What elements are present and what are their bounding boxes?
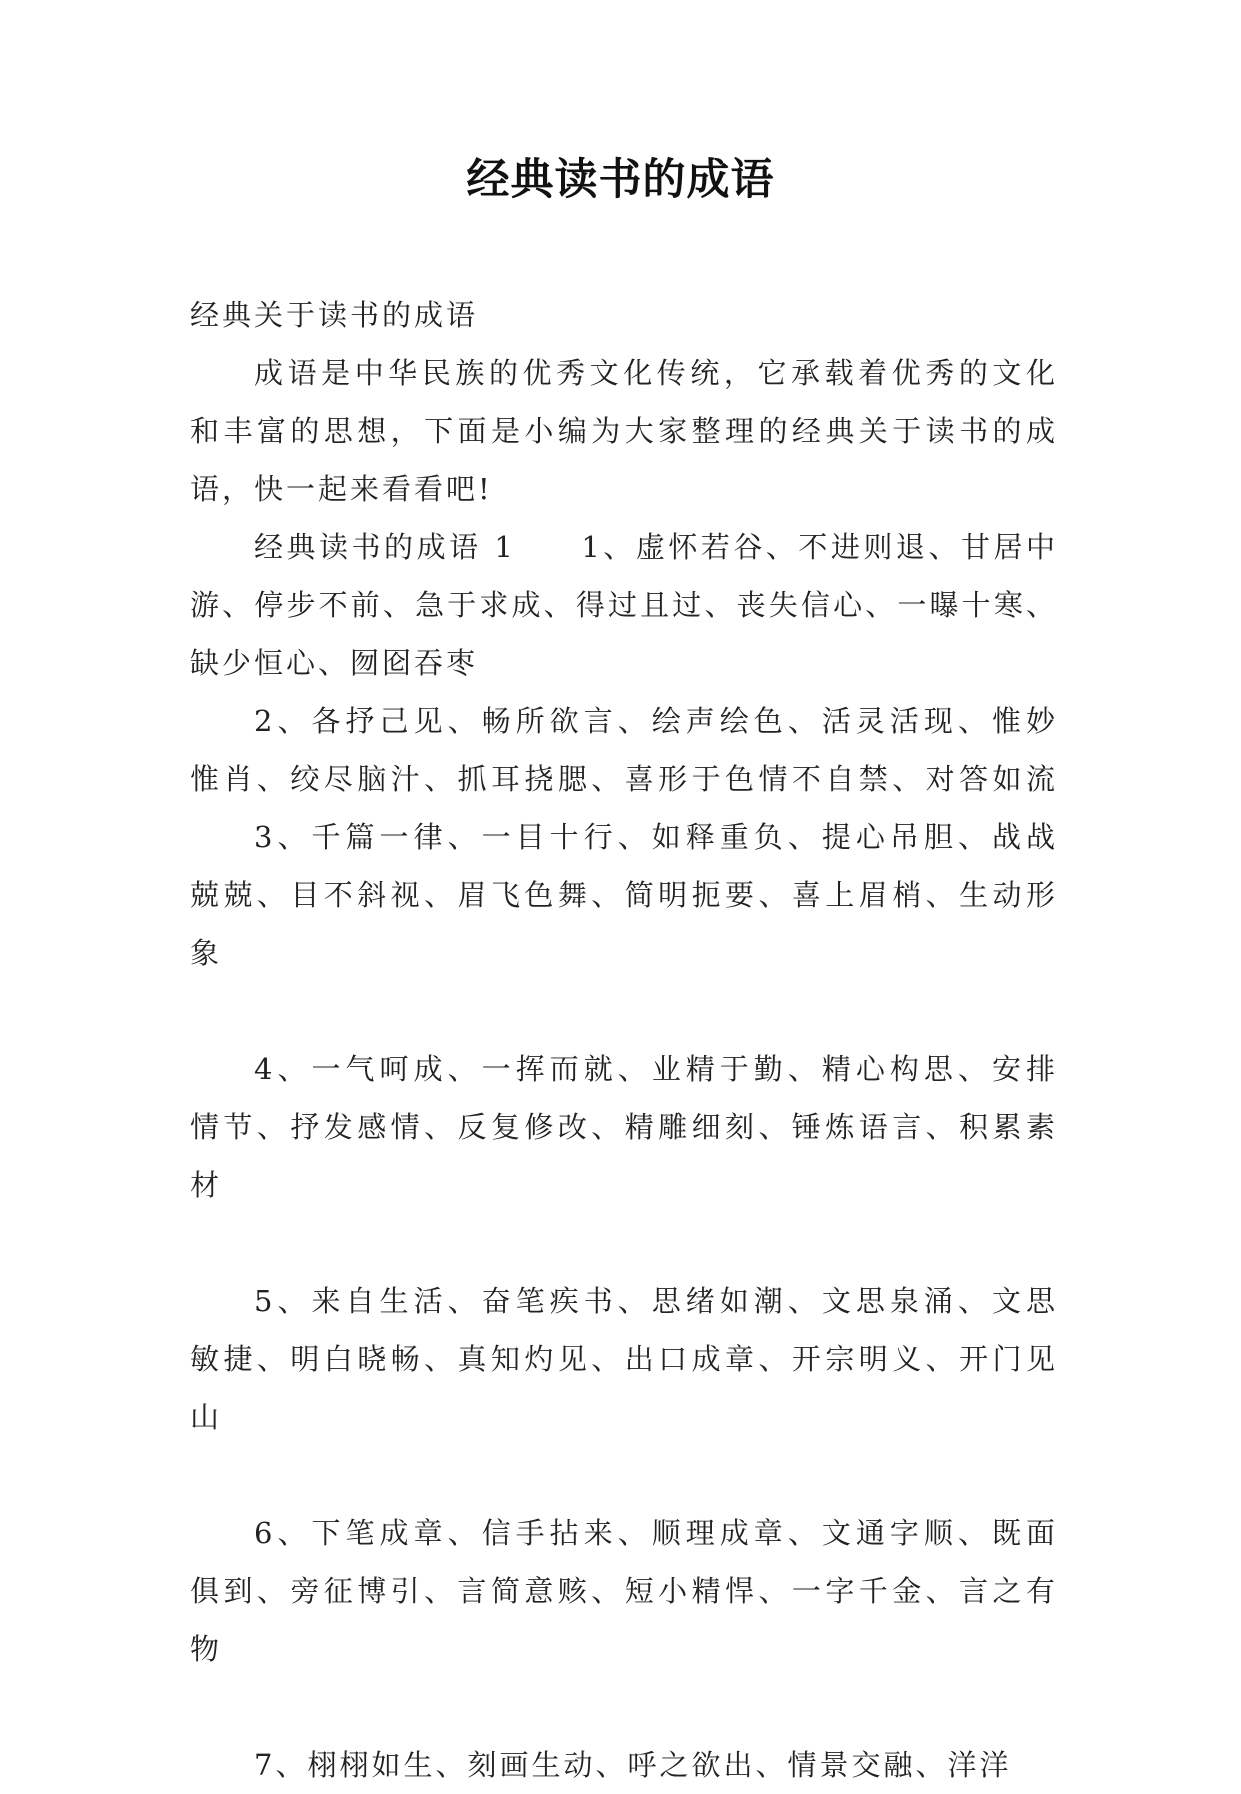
paragraph-item-2 (190, 692, 1058, 808)
paragraph-item-3 (190, 808, 1058, 982)
paragraph-item-5 (190, 1272, 1058, 1446)
text-line: 情节、抒发感情、反复修改、精雕细刻、锤炼语言、积累素 (190, 1110, 1058, 1144)
text-line: 语，快一起来看看吧! (190, 472, 493, 506)
text-line: 2、各抒己见、畅所欲言、绘声绘色、活灵活现、惟妙 (254, 704, 1058, 738)
text-line: 3、千篇一律、一目十行、如释重负、提心吊胆、战战 (254, 820, 1058, 854)
text-line: 敏捷、明白晓畅、真知灼见、出口成章、开宗明义、开门见 (190, 1342, 1058, 1376)
text-line: 7、栩栩如生、刻画生动、呼之欲出、情景交融、洋洋 (254, 1748, 1012, 1782)
paragraph-subtitle (190, 286, 1058, 344)
text-line: 物 (190, 1632, 223, 1666)
paragraph-intro (190, 344, 1058, 518)
paragraph-spacer (190, 1446, 1058, 1504)
paragraph-item-7 (190, 1736, 1058, 1794)
text-line: 俱到、旁征博引、言简意赅、短小精悍、一字千金、言之有 (190, 1574, 1058, 1608)
paragraph-spacer (190, 1214, 1058, 1272)
text-line: 象 (190, 936, 223, 970)
text-line: 经典读书的成语 1 1、虚怀若谷、不进则退、甘居中 (254, 530, 1058, 564)
paragraph-section-1 (190, 518, 1058, 692)
document-body (190, 286, 1058, 1794)
text-line: 惟肖、绞尽脑汁、抓耳挠腮、喜形于色情不自禁、对答如流 (190, 762, 1058, 796)
paragraph-spacer (190, 982, 1058, 1040)
text-line: 兢兢、目不斜视、眉飞色舞、简明扼要、喜上眉梢、生动形 (190, 878, 1058, 912)
text-line: 缺少恒心、囫囵吞枣 (190, 646, 479, 680)
text-line: 山 (190, 1400, 223, 1434)
text-line: 经典关于读书的成语 (190, 298, 479, 332)
document-title: 经典读书的成语 (466, 155, 775, 205)
text-line: 材 (190, 1168, 223, 1202)
text-line: 游、停步不前、急于求成、得过且过、丧失信心、一曝十寒、 (190, 588, 1058, 622)
text-line: 和丰富的思想，下面是小编为大家整理的经典关于读书的成 (190, 414, 1058, 448)
text-line: 4、一气呵成、一挥而就、业精于勤、精心构思、安排 (254, 1052, 1058, 1086)
paragraph-spacer (190, 1678, 1058, 1736)
paragraph-item-6 (190, 1504, 1058, 1678)
paragraph-item-4 (190, 1040, 1058, 1214)
text-line: 5、来自生活、奋笔疾书、思绪如潮、文思泉涌、文思 (254, 1284, 1058, 1318)
text-line: 6、下笔成章、信手拈来、顺理成章、文通字顺、既面 (254, 1516, 1058, 1550)
text-line: 成语是中华民族的优秀文化传统，它承载着优秀的文化 (254, 356, 1058, 390)
